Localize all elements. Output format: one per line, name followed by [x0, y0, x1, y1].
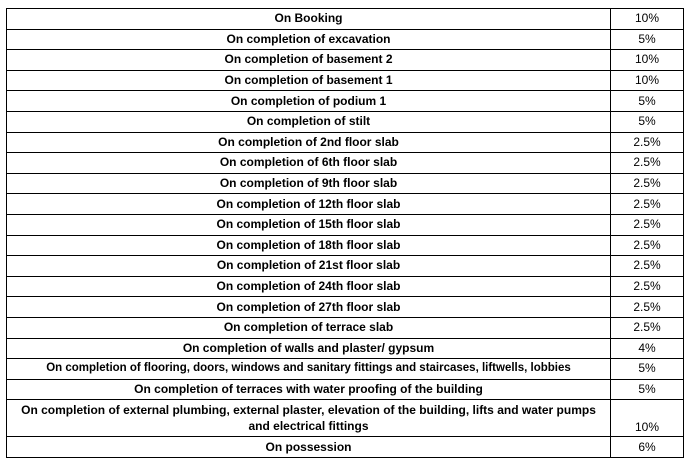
stage-cell: On completion of stilt — [7, 111, 611, 132]
table-row — [7, 338, 684, 359]
percent-cell: 5% — [611, 359, 684, 380]
stage-cell: On completion of 12th floor slab — [7, 194, 611, 215]
table-row — [7, 9, 684, 30]
percent-cell: 2.5% — [611, 214, 684, 235]
percent-cell: 5% — [611, 111, 684, 132]
stage-cell: On completion of terraces with water proofing of the building — [7, 379, 611, 400]
percent-cell: 6% — [611, 437, 684, 458]
table-row — [7, 359, 684, 380]
percent-cell: 2.5% — [611, 132, 684, 153]
stage-cell: On completion of 27th floor slab — [7, 297, 611, 318]
table-row — [7, 132, 684, 153]
stage-cell: On completion of external plumbing, external plaster, elevation of the building, lifts and water pumps and electrical fittings — [7, 400, 611, 437]
percent-cell: 5% — [611, 379, 684, 400]
table-row — [7, 153, 684, 174]
percent-cell: 4% — [611, 338, 684, 359]
stage-cell: On completion of walls and plaster/ gypsum — [7, 338, 611, 359]
percent-cell: 2.5% — [611, 297, 684, 318]
stage-cell: On completion of flooring, doors, windows and sanitary fittings and staircases, liftwells, lobbies — [7, 359, 611, 380]
percent-cell: 5% — [611, 91, 684, 112]
table-row — [7, 276, 684, 297]
percent-cell: 2.5% — [611, 173, 684, 194]
stage-cell: On completion of 21st floor slab — [7, 256, 611, 277]
table-row — [7, 379, 684, 400]
stage-cell: On completion of 24th floor slab — [7, 276, 611, 297]
table-row — [7, 235, 684, 256]
stage-cell: On completion of excavation — [7, 29, 611, 50]
table-row — [7, 50, 684, 71]
table-row — [7, 173, 684, 194]
table-row — [7, 29, 684, 50]
table-row — [7, 317, 684, 338]
percent-cell: 2.5% — [611, 256, 684, 277]
percent-cell: 2.5% — [611, 317, 684, 338]
table-row — [7, 70, 684, 91]
table-row — [7, 194, 684, 215]
stage-cell: On completion of 2nd floor slab — [7, 132, 611, 153]
table-row — [7, 256, 684, 277]
table-row — [7, 437, 684, 458]
stage-cell: On completion of basement 2 — [7, 50, 611, 71]
table-row — [7, 111, 684, 132]
stage-cell: On completion of 15th floor slab — [7, 214, 611, 235]
stage-cell: On completion of terrace slab — [7, 317, 611, 338]
percent-cell: 2.5% — [611, 153, 684, 174]
stage-cell: On completion of basement 1 — [7, 70, 611, 91]
table-row — [7, 214, 684, 235]
stage-cell: On Booking — [7, 9, 611, 30]
stage-cell: On completion of 9th floor slab — [7, 173, 611, 194]
stage-cell: On completion of 18th floor slab — [7, 235, 611, 256]
percent-cell: 2.5% — [611, 235, 684, 256]
percent-cell: 10% — [611, 50, 684, 71]
stage-cell: On completion of 6th floor slab — [7, 153, 611, 174]
percent-cell: 10% — [611, 400, 684, 437]
table-row — [7, 91, 684, 112]
percent-cell: 10% — [611, 70, 684, 91]
percent-cell: 2.5% — [611, 194, 684, 215]
percent-cell: 10% — [611, 9, 684, 30]
percent-cell: 5% — [611, 29, 684, 50]
table-row — [7, 400, 684, 437]
stage-cell: On possession — [7, 437, 611, 458]
table-row — [7, 297, 684, 318]
stage-cell: On completion of podium 1 — [7, 91, 611, 112]
payment-plan-table — [6, 8, 684, 458]
percent-cell: 2.5% — [611, 276, 684, 297]
